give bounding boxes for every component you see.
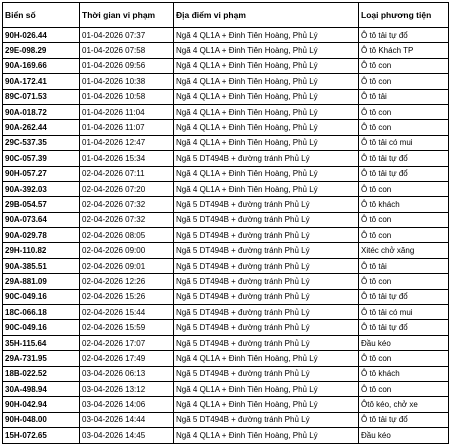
vehicle-type-cell: Ô tô con bbox=[359, 58, 449, 73]
table-row bbox=[3, 305, 449, 320]
vehicle-type-cell: Xitéc chở xăng bbox=[359, 243, 449, 258]
table-row bbox=[3, 135, 449, 150]
location-cell: Ngã 4 QL1A + Đinh Tiên Hoàng, Phủ Lý bbox=[174, 104, 359, 119]
vehicle-type-cell: Ô tô tải tự đổ bbox=[359, 166, 449, 181]
time-cell: 02-04-2026 07:32 bbox=[80, 197, 174, 212]
table-row bbox=[3, 151, 449, 166]
table-row bbox=[3, 274, 449, 289]
time-cell: 01-04-2026 09:56 bbox=[80, 58, 174, 73]
header-time: Thời gian vi phạm bbox=[80, 3, 174, 28]
vehicle-type-cell: Ô tô khách bbox=[359, 366, 449, 381]
time-cell: 03-04-2026 14:06 bbox=[80, 397, 174, 412]
table-row bbox=[3, 43, 449, 58]
vehicle-type-cell: Ô tô con bbox=[359, 181, 449, 196]
location-cell: Ngã 4 QL1A + Đinh Tiên Hoàng, Phủ Lý bbox=[174, 166, 359, 181]
time-cell: 01-04-2026 15:34 bbox=[80, 151, 174, 166]
table-row bbox=[3, 181, 449, 196]
location-cell: Ngã 5 DT494B + đường tránh Phủ Lý bbox=[174, 151, 359, 166]
time-cell: 02-04-2026 17:49 bbox=[80, 351, 174, 366]
location-cell: Ngã 5 DT494B + đường tránh Phủ Lý bbox=[174, 412, 359, 427]
location-cell: Ngã 5 DT494B + đường tránh Phủ Lý bbox=[174, 366, 359, 381]
time-cell: 03-04-2026 14:44 bbox=[80, 412, 174, 427]
plate-cell: 90C-049.16 bbox=[3, 289, 80, 304]
location-cell: Ngã 4 QL1A + Đinh Tiên Hoàng, Phủ Lý bbox=[174, 428, 359, 443]
time-cell: 02-04-2026 17:07 bbox=[80, 335, 174, 350]
plate-cell: 29H-110.82 bbox=[3, 243, 80, 258]
plate-cell: 29B-054.57 bbox=[3, 197, 80, 212]
plate-cell: 90A-262.44 bbox=[3, 120, 80, 135]
time-cell: 01-04-2026 07:58 bbox=[80, 43, 174, 58]
location-cell: Ngã 4 QL1A + Đinh Tiên Hoàng, Phủ Lý bbox=[174, 181, 359, 196]
table-row bbox=[3, 166, 449, 181]
vehicle-type-cell: Ô tô tải tự đổ bbox=[359, 28, 449, 43]
location-cell: Ngã 5 DT494B + đường tránh Phủ Lý bbox=[174, 320, 359, 335]
location-cell: Ngã 4 QL1A + Đinh Tiên Hoàng, Phủ Lý bbox=[174, 74, 359, 89]
vehicle-type-cell: Ô tô tải bbox=[359, 258, 449, 273]
time-cell: 01-04-2026 12:47 bbox=[80, 135, 174, 150]
time-cell: 01-04-2026 07:37 bbox=[80, 28, 174, 43]
table-row bbox=[3, 197, 449, 212]
time-cell: 02-04-2026 07:32 bbox=[80, 212, 174, 227]
vehicle-type-cell: Đầu kéo bbox=[359, 335, 449, 350]
location-cell: Ngã 5 DT494B + đường tránh Phủ Lý bbox=[174, 228, 359, 243]
table-row bbox=[3, 366, 449, 381]
table-row bbox=[3, 243, 449, 258]
location-cell: Ngã 4 QL1A + Đinh Tiên Hoàng, Phủ Lý bbox=[174, 381, 359, 396]
location-cell: Ngã 4 QL1A + Đinh Tiên Hoàng, Phủ Lý bbox=[174, 120, 359, 135]
plate-cell: 15H-072.65 bbox=[3, 428, 80, 443]
location-cell: Ngã 4 QL1A + Đinh Tiên Hoàng, Phủ Lý bbox=[174, 43, 359, 58]
vehicle-type-cell: Ô tô con bbox=[359, 74, 449, 89]
header-plate: Biển số bbox=[3, 3, 80, 28]
plate-cell: 29E-098.29 bbox=[3, 43, 80, 58]
plate-cell: 90C-049.16 bbox=[3, 320, 80, 335]
location-cell: Ngã 4 QL1A + Đinh Tiên Hoàng, Phủ Lý bbox=[174, 89, 359, 104]
vehicle-type-cell: Ô tô khách bbox=[359, 197, 449, 212]
time-cell: 03-04-2026 06:13 bbox=[80, 366, 174, 381]
plate-cell: 35H-115.64 bbox=[3, 335, 80, 350]
plate-cell: 90A-392.03 bbox=[3, 181, 80, 196]
time-cell: 02-04-2026 07:11 bbox=[80, 166, 174, 181]
plate-cell: 90A-172.41 bbox=[3, 74, 80, 89]
plate-cell: 90A-385.51 bbox=[3, 258, 80, 273]
plate-cell: 90A-029.78 bbox=[3, 228, 80, 243]
time-cell: 01-04-2026 10:38 bbox=[80, 74, 174, 89]
plate-cell: 90H-057.27 bbox=[3, 166, 80, 181]
time-cell: 01-04-2026 10:58 bbox=[80, 89, 174, 104]
plate-cell: 90H-042.94 bbox=[3, 397, 80, 412]
location-cell: Ngã 5 DT494B + đường tránh Phủ Lý bbox=[174, 243, 359, 258]
location-cell: Ngã 4 QL1A + Đinh Tiên Hoàng, Phủ Lý bbox=[174, 351, 359, 366]
location-cell: Ngã 4 QL1A + Đinh Tiên Hoàng, Phủ Lý bbox=[174, 397, 359, 412]
table-row bbox=[3, 397, 449, 412]
time-cell: 03-04-2026 14:45 bbox=[80, 428, 174, 443]
header-vehicle-type: Loại phương tiện bbox=[359, 3, 449, 28]
time-cell: 03-04-2026 13:12 bbox=[80, 381, 174, 396]
plate-cell: 89C-071.53 bbox=[3, 89, 80, 104]
location-cell: Ngã 5 DT494B + đường tránh Phủ Lý bbox=[174, 335, 359, 350]
plate-cell: 29A-881.09 bbox=[3, 274, 80, 289]
table-row bbox=[3, 258, 449, 273]
vehicle-type-cell: Ô tô con bbox=[359, 381, 449, 396]
time-cell: 01-04-2026 11:07 bbox=[80, 120, 174, 135]
time-cell: 02-04-2026 08:05 bbox=[80, 228, 174, 243]
vehicle-type-cell: Ô tô con bbox=[359, 274, 449, 289]
vehicle-type-cell: Ô tô tải có mui bbox=[359, 135, 449, 150]
time-cell: 02-04-2026 09:00 bbox=[80, 243, 174, 258]
table-row bbox=[3, 320, 449, 335]
table-row bbox=[3, 120, 449, 135]
location-cell: Ngã 5 DT494B + đường tránh Phủ Lý bbox=[174, 274, 359, 289]
table-row bbox=[3, 381, 449, 396]
table-row bbox=[3, 58, 449, 73]
vehicle-type-cell: Ô tô tải có mui bbox=[359, 305, 449, 320]
time-cell: 02-04-2026 12:26 bbox=[80, 274, 174, 289]
vehicle-type-cell: Ô tô tải tự đổ bbox=[359, 412, 449, 427]
location-cell: Ngã 5 DT494B + đường tránh Phủ Lý bbox=[174, 197, 359, 212]
location-cell: Ngã 5 DT494B + đường tránh Phủ Lý bbox=[174, 212, 359, 227]
vehicle-type-cell: Ô tô con bbox=[359, 104, 449, 119]
vehicle-type-cell: Đầu kéo bbox=[359, 428, 449, 443]
header-location: Địa điểm vi phạm bbox=[174, 3, 359, 28]
vehicle-type-cell: Ô tô tải tự đổ bbox=[359, 320, 449, 335]
vehicle-type-cell: Ô tô tải tự đổ bbox=[359, 151, 449, 166]
plate-cell: 90A-169.66 bbox=[3, 58, 80, 73]
table-row bbox=[3, 351, 449, 366]
table-row bbox=[3, 412, 449, 427]
header-row bbox=[3, 3, 449, 28]
time-cell: 02-04-2026 15:44 bbox=[80, 305, 174, 320]
plate-cell: 90A-073.64 bbox=[3, 212, 80, 227]
plate-cell: 29C-537.35 bbox=[3, 135, 80, 150]
table-row bbox=[3, 335, 449, 350]
vehicle-type-cell: Ô tô con bbox=[359, 228, 449, 243]
violations-table bbox=[2, 2, 449, 444]
vehicle-type-cell: Ô tô con bbox=[359, 120, 449, 135]
location-cell: Ngã 4 QL1A + Đinh Tiên Hoàng, Phủ Lý bbox=[174, 58, 359, 73]
vehicle-type-cell: Ôtô kéo, chở xe bbox=[359, 397, 449, 412]
plate-cell: 90C-057.39 bbox=[3, 151, 80, 166]
table-row bbox=[3, 289, 449, 304]
vehicle-type-cell: Ô tô Khách TP bbox=[359, 43, 449, 58]
vehicle-type-cell: Ô tô tải bbox=[359, 89, 449, 104]
plate-cell: 29A-731.95 bbox=[3, 351, 80, 366]
table-row bbox=[3, 74, 449, 89]
location-cell: Ngã 5 DT494B + đường tránh Phủ Lý bbox=[174, 305, 359, 320]
time-cell: 02-04-2026 07:20 bbox=[80, 181, 174, 196]
time-cell: 02-04-2026 09:01 bbox=[80, 258, 174, 273]
time-cell: 02-04-2026 15:26 bbox=[80, 289, 174, 304]
vehicle-type-cell: Ô tô con bbox=[359, 212, 449, 227]
table-row bbox=[3, 89, 449, 104]
plate-cell: 90H-026.44 bbox=[3, 28, 80, 43]
table-row bbox=[3, 28, 449, 43]
vehicle-type-cell: Ô tô tải tự đổ bbox=[359, 289, 449, 304]
location-cell: Ngã 4 QL1A + Đinh Tiên Hoàng, Phủ Lý bbox=[174, 28, 359, 43]
location-cell: Ngã 5 DT494B + đường tránh Phủ Lý bbox=[174, 258, 359, 273]
time-cell: 01-04-2026 11:04 bbox=[80, 104, 174, 119]
vehicle-type-cell: Ô tô con bbox=[359, 351, 449, 366]
location-cell: Ngã 5 DT494B + đường tránh Phủ Lý bbox=[174, 289, 359, 304]
table-body bbox=[3, 28, 449, 444]
plate-cell: 90H-048.00 bbox=[3, 412, 80, 427]
plate-cell: 30A-498.94 bbox=[3, 381, 80, 396]
plate-cell: 18C-066.18 bbox=[3, 305, 80, 320]
table-row bbox=[3, 212, 449, 227]
table-row bbox=[3, 104, 449, 119]
plate-cell: 90A-018.72 bbox=[3, 104, 80, 119]
location-cell: Ngã 4 QL1A + Đinh Tiên Hoàng, Phủ Lý bbox=[174, 135, 359, 150]
time-cell: 02-04-2026 15:59 bbox=[80, 320, 174, 335]
plate-cell: 18B-022.52 bbox=[3, 366, 80, 381]
table-row bbox=[3, 228, 449, 243]
